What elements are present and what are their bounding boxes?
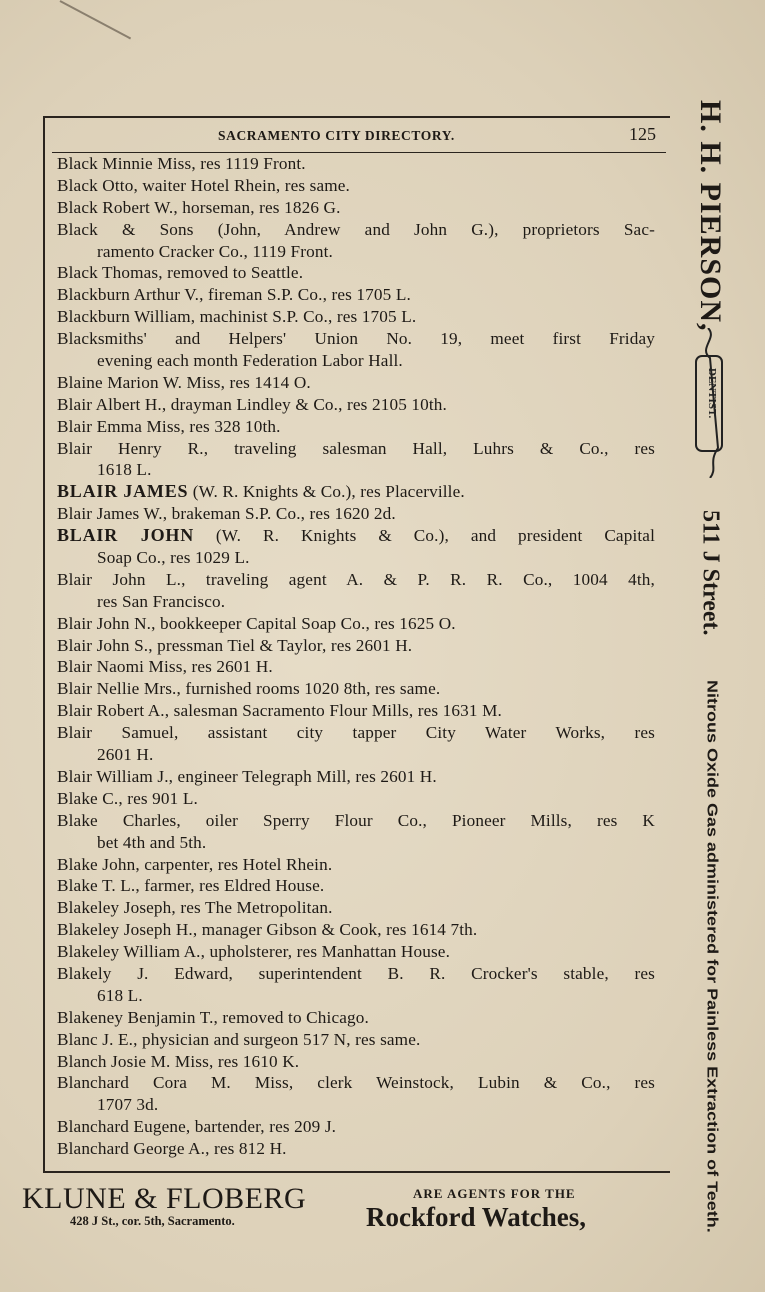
- directory-entry: [57, 1116, 655, 1138]
- advertiser-name: H. H. PIERSON,: [694, 100, 727, 332]
- entry-text: Blair Henry R., traveling salesman Hall, Luhrs & Co., res: [57, 438, 655, 458]
- directory-entry: [57, 810, 655, 832]
- entry-text: Blair Naomi Miss, res 2601 H.: [57, 657, 273, 677]
- entry-continuation-line: [57, 547, 655, 569]
- dentist-banner-icon: [688, 328, 728, 478]
- directory-entry: [57, 1138, 655, 1160]
- entry-continuation-line: [57, 350, 655, 372]
- entry-text: Blair James W., brakeman S.P. Co., res 1620 2d.: [57, 504, 396, 524]
- entry-bold-name: BLAIR JOHN: [57, 525, 194, 546]
- entry-bold-name: BLAIR JAMES: [57, 481, 189, 502]
- entry-text: Blackburn William, machinist S.P. Co., res 1705 L.: [57, 307, 417, 327]
- entry-text: 1618 L.: [97, 460, 152, 480]
- entry-continuation-line: [57, 241, 655, 263]
- advertiser-address: 511 J Street.: [697, 510, 724, 636]
- entry-text: Blaine Marion W. Miss, res 1414 O.: [57, 372, 311, 392]
- directory-entry: [57, 175, 655, 197]
- entry-text: evening each month Federation Labor Hall.: [97, 351, 403, 371]
- directory-entry: [57, 394, 655, 416]
- directory-entry: [57, 613, 655, 635]
- entry-text: Blair John S., pressman Tiel & Taylor, res 2601 H.: [57, 635, 413, 655]
- directory-entry: [57, 1029, 655, 1051]
- entry-continuation-line: [57, 832, 655, 854]
- directory-entries: [57, 153, 655, 1160]
- entry-continuation-line: [57, 1094, 655, 1116]
- entry-text: Blakeley Joseph, res The Metropolitan.: [57, 898, 333, 918]
- entry-text: Blackburn Arthur V., fireman S.P. Co., res 1705 L.: [57, 285, 411, 305]
- entry-text: Blair William J., engineer Telegraph Mill, res 2601 H.: [57, 766, 437, 786]
- directory-entry: [57, 525, 655, 547]
- entry-text: Blake John, carpenter, res Hotel Rhein.: [57, 854, 333, 874]
- directory-entry: [57, 722, 655, 744]
- entry-text: bet 4th and 5th.: [97, 832, 207, 852]
- entry-continuation-line: [57, 744, 655, 766]
- directory-entry: [57, 503, 655, 525]
- advertiser-tagline: Nitrous Oxide Gas administered for Painless Extraction of Teeth.: [704, 680, 721, 1233]
- entry-text: Blake T. L., farmer, res Eldred House.: [57, 876, 325, 896]
- entry-continuation-line: [57, 591, 655, 613]
- directory-entry: [57, 284, 655, 306]
- directory-entry: [57, 153, 655, 175]
- entry-text: Blanchard Eugene, bartender, res 209 J.: [57, 1117, 337, 1137]
- directory-entry: [57, 262, 655, 284]
- entry-text: Blakely J. Edward, superintendent B. R. Crocker's stable, res: [57, 963, 655, 983]
- entry-text: Black & Sons (John, Andrew and John G.), proprietors Sac-: [57, 219, 655, 239]
- footer-product: Rockford Watches,: [366, 1202, 586, 1232]
- entry-text: Soap Co., res 1029 L.: [97, 548, 250, 568]
- footer-agents-text: ARE AGENTS FOR THE: [413, 1186, 576, 1201]
- directory-entry: [57, 678, 655, 700]
- footer-advertiser-name: KLUNE & FLOBERG: [22, 1182, 307, 1215]
- entry-text: 2601 H.: [97, 745, 154, 765]
- entry-text: (W. R. Knights & Co.), res Placerville.: [188, 482, 465, 502]
- entry-text: Blair Samuel, assistant city tapper City Water Works, res: [57, 723, 655, 743]
- entry-text: Blanchard George A., res 812 H.: [57, 1139, 287, 1159]
- entry-text: Blakeley William A., upholsterer, res Manhattan House.: [57, 942, 451, 962]
- entry-text: Blair John N., bookkeeper Capital Soap Co., res 1625 O.: [57, 613, 456, 633]
- directory-entry: [57, 656, 655, 678]
- directory-entry: [57, 438, 655, 460]
- entry-text: Blakeley Joseph H., manager Gibson & Cook, res 1614 7th.: [57, 920, 478, 940]
- directory-entry: [57, 941, 655, 963]
- entry-text: Blair Emma Miss, res 328 10th.: [57, 416, 281, 436]
- footer-advertiser-address: 428 J St., cor. 5th, Sacramento.: [70, 1214, 235, 1228]
- directory-entry: [57, 197, 655, 219]
- directory-entry: [57, 919, 655, 941]
- directory-entry: [57, 875, 655, 897]
- directory-entry: [57, 963, 655, 985]
- directory-entry: [57, 219, 655, 241]
- entry-continuation-line: [57, 985, 655, 1007]
- entry-text: Blacksmiths' and Helpers' Union No. 19, meet first Friday: [57, 329, 655, 349]
- entry-text: res San Francisco.: [97, 591, 226, 611]
- entry-text: (W. R. Knights & Co.), and president Capital: [194, 526, 655, 546]
- directory-entry: [57, 1007, 655, 1029]
- banner-text: DENTIST.: [706, 368, 718, 419]
- entry-text: Blair Nellie Mrs., furnished rooms 1020 8th, res same.: [57, 679, 441, 699]
- running-header: [60, 124, 656, 148]
- entry-text: Blair Robert A., salesman Sacramento Flour Mills, res 1631 M.: [57, 701, 502, 721]
- directory-entry: [57, 897, 655, 919]
- directory-entry: [57, 788, 655, 810]
- entry-text: Black Minnie Miss, res 1119 Front.: [57, 154, 306, 173]
- page-number: 125: [629, 124, 656, 144]
- entry-text: Black Otto, waiter Hotel Rhein, res same.: [57, 175, 351, 195]
- footer-advertisement: [0, 1182, 765, 1232]
- directory-entry: [57, 700, 655, 722]
- directory-entry: [57, 416, 655, 438]
- directory-title: SACRAMENTO CITY DIRECTORY.: [218, 128, 455, 143]
- directory-entry: [57, 372, 655, 394]
- directory-entry: [57, 1072, 655, 1094]
- entry-text: Blair John L., traveling agent A. & P. R. R. Co., 1004 4th,: [57, 569, 655, 589]
- entry-text: Blake C., res 901 L.: [57, 788, 198, 808]
- entry-text: Blakeney Benjamin T., removed to Chicago.: [57, 1007, 369, 1027]
- entry-text: Black Thomas, removed to Seattle.: [57, 263, 304, 283]
- directory-entry: [57, 854, 655, 876]
- entry-continuation-line: [57, 459, 655, 481]
- entry-text: 1707 3d.: [97, 1095, 159, 1115]
- entry-text: Blanchard Cora M. Miss, clerk Weinstock, Lubin & Co., res: [57, 1073, 655, 1093]
- directory-entry: [57, 306, 655, 328]
- directory-entry: [57, 635, 655, 657]
- entry-text: Blake Charles, oiler Sperry Flour Co., Pioneer Mills, res K: [57, 810, 655, 830]
- entry-text: Blanch Josie M. Miss, res 1610 K.: [57, 1051, 300, 1071]
- entry-text: 618 L.: [97, 985, 143, 1005]
- directory-entry: [57, 569, 655, 591]
- entry-text: Blanc J. E., physician and surgeon 517 N, res same.: [57, 1029, 421, 1049]
- entry-text: ramento Cracker Co., 1119 Front.: [97, 241, 333, 261]
- side-advertisement: [680, 100, 740, 1233]
- directory-entry: [57, 328, 655, 350]
- directory-entry: [57, 766, 655, 788]
- entry-text: Black Robert W., horseman, res 1826 G.: [57, 197, 341, 217]
- entry-text: Blair Albert H., drayman Lindley & Co., res 2105 10th.: [57, 394, 447, 414]
- directory-entry: [57, 1051, 655, 1073]
- directory-entry: [57, 481, 655, 503]
